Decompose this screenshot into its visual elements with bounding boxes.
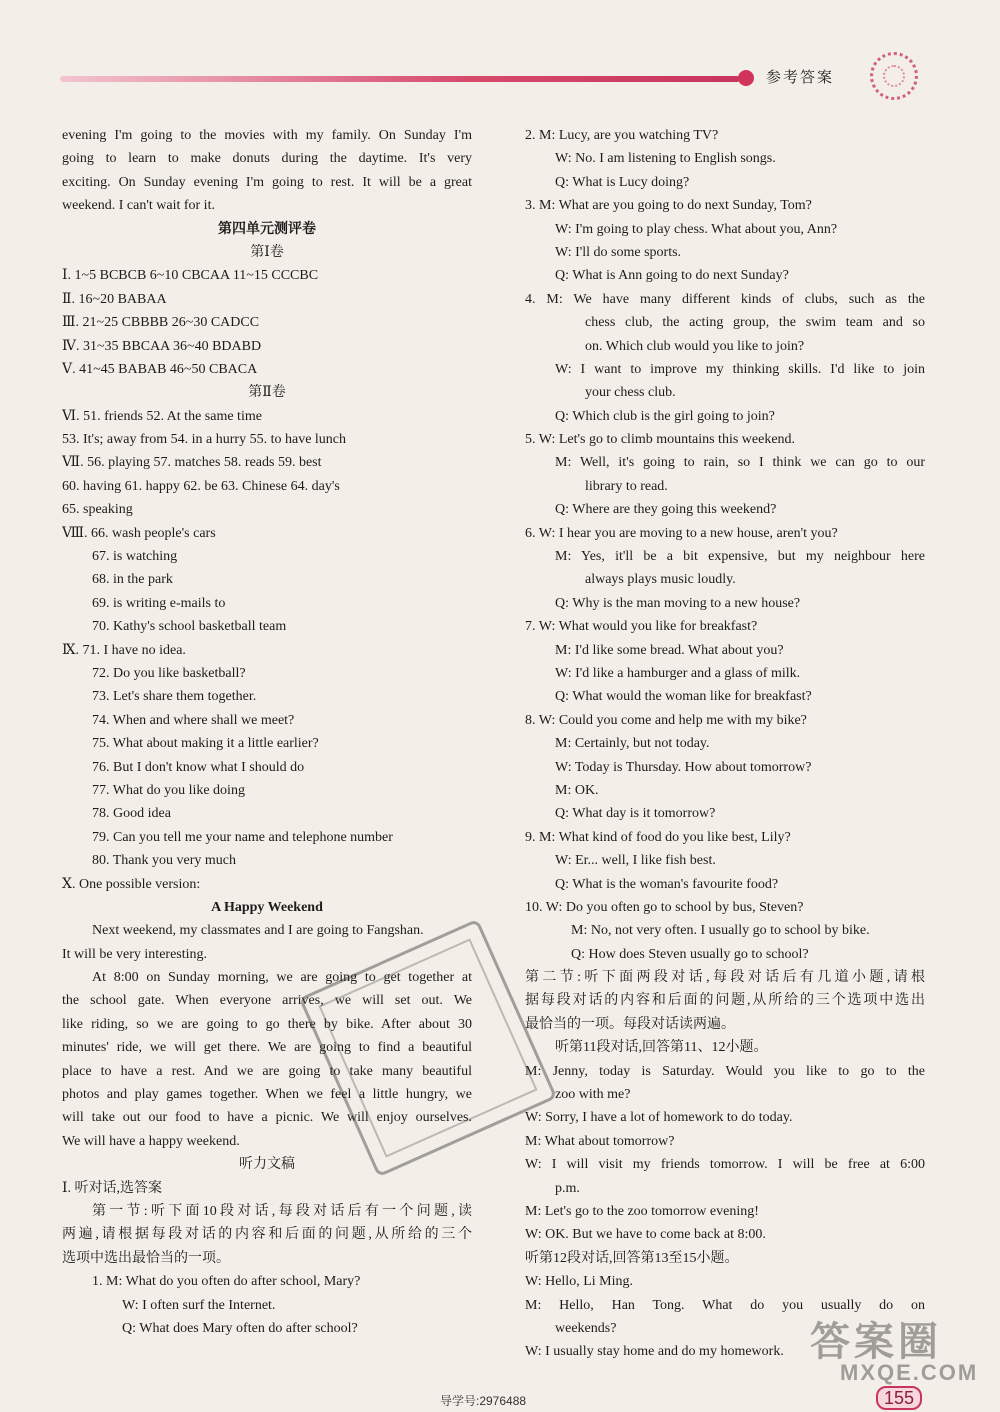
text-line: will take out our food to have a picnic. We will enjoy ourselves.: [62, 1110, 472, 1126]
text-line: like riding, so we are going to go there by bike. After about 30: [62, 1016, 472, 1032]
text-line: going to learn to make donuts during the daytime. It's very: [62, 151, 472, 167]
text-line: M: Certainly, but not today.: [555, 736, 710, 752]
text-line: weekend. I can't wait for it.: [62, 198, 215, 214]
text-line: 选项中选出最恰当的一项。: [62, 1250, 230, 1266]
text-line: A Happy Weekend: [211, 899, 323, 915]
text-line: Q: What does Mary often do after school?: [122, 1320, 358, 1336]
text-line: Ⅰ. 1~5 BCBCB 6~10 CBCAA 11~15 CCCBC: [62, 268, 319, 284]
text-line: M: Yes, it'll be a bit expensive, but my neighbour here: [555, 549, 925, 565]
text-line: W: I'd like a hamburger and a glass of milk.: [555, 665, 801, 681]
text-line: At 8:00 on Sunday morning, we are going to get together at: [92, 970, 472, 986]
text-line: 第Ⅱ卷: [248, 385, 286, 401]
text-line: the school gate. When everyone arrives, we will set out. We: [62, 993, 472, 1009]
text-line: minutes' ride, we will get there. We are going to find a beautiful: [62, 1040, 472, 1056]
text-line: W: OK. But we have to come back at 8:00.: [525, 1227, 766, 1243]
text-line: Ⅶ. 56. playing 57. matches 58. reads 59. best: [62, 455, 322, 471]
text-line: Q: Where are they going this weekend?: [555, 502, 777, 518]
text-line: Q: Which club is the girl going to join?: [555, 408, 775, 424]
text-line: 2. M: Lucy, are you watching TV?: [525, 128, 719, 143]
text-line: Ⅹ. One possible version:: [62, 876, 201, 892]
text-line: 听第12段对话,回答第13至15小题。: [525, 1250, 739, 1266]
header-decoration-icon: [870, 52, 918, 100]
text-line: We will have a happy weekend.: [62, 1133, 240, 1149]
text-line: 两遍,请根据每段对话的内容和后面的问题,从所给的三个: [62, 1227, 472, 1243]
text-line: W: I want to improve my thinking skills. I'd like to join: [555, 361, 925, 377]
text-line: M: What about tomorrow?: [525, 1133, 675, 1149]
header-title: 参考答案: [766, 70, 835, 86]
text-line: 5. W: Let's go to climb mountains this weekend.: [525, 432, 796, 448]
text-line: 73. Let's share them together.: [92, 689, 257, 705]
text-line: W: Today is Thursday. How about tomorrow?: [555, 759, 812, 775]
text-line: W: I often surf the Internet.: [122, 1297, 276, 1313]
text-line: 60. having 61. happy 62. be 63. Chinese 64. day's: [62, 478, 340, 494]
text-line: Q: What is the woman's favourite food?: [555, 876, 779, 892]
text-line: photos and play games together. When we feel a little hungry, we: [62, 1087, 472, 1103]
text-line: Ⅳ. 31~35 BBCAA 36~40 BDABD: [62, 338, 262, 354]
text-line: W: I'm going to play chess. What about you, Ann?: [555, 221, 838, 237]
watermark-url: MXQE.COM: [840, 1360, 979, 1385]
text-line: p.m.: [555, 1180, 580, 1196]
text-line: 68. in the park: [92, 572, 173, 588]
text-line: Ⅷ. 66. wash people's cars: [62, 525, 216, 541]
text-line: M: No, not very often. I usually go to school by bike.: [571, 923, 870, 939]
text-line: 9. M: What kind of food do you like best, Lily?: [525, 829, 791, 845]
text-line: 第四单元测评卷: [218, 221, 316, 237]
text-line: 第二节:听下面两段对话,每段对话后有几道小题,请根: [525, 970, 925, 986]
watermark-text: 答案圈: [810, 1320, 942, 1364]
text-line: M: I'd like some bread. What about you?: [555, 642, 784, 658]
text-line: 3. M: What are you going to do next Sunday, Tom?: [525, 198, 812, 214]
text-line: 65. speaking: [62, 502, 133, 518]
text-line: 67. is watching: [92, 549, 178, 565]
text-line: W: Er... well, I like fish best.: [555, 853, 716, 869]
text-line: 76. But I don't know what I should do: [92, 759, 305, 775]
text-line: Q: Why is the man moving to a new house?: [555, 595, 801, 611]
text-line: W: Sorry, I have a lot of homework to do today.: [525, 1110, 793, 1126]
text-line: M: OK.: [555, 782, 599, 798]
text-line: Q: What would the woman like for breakfast?: [555, 689, 812, 705]
text-line: chess club, the acting group, the swim team and so: [585, 315, 925, 331]
text-line: Next weekend, my classmates and I are going to Fangshan.: [92, 923, 424, 939]
text-line: 1. M: What do you often do after school, Mary?: [92, 1274, 361, 1290]
text-line: place to have a rest. And we are going to take many beautiful: [62, 1063, 472, 1079]
text-line: 6. W: I hear you are moving to a new house, aren't you?: [525, 525, 838, 541]
text-line: W: No. I am listening to English songs.: [555, 151, 776, 167]
text-line: on. Which club would you like to join?: [585, 338, 805, 354]
text-line: always plays music loudly.: [585, 572, 736, 588]
text-line: weekends?: [555, 1320, 617, 1336]
text-line: M: Well, it's going to rain, so I think we can go to our: [555, 455, 925, 471]
text-line: 听力文稿: [239, 1157, 295, 1173]
page-header: [60, 60, 940, 100]
text-line: 听第11段对话,回答第11、12小题。: [555, 1040, 768, 1056]
text-line: 据每段对话的内容和后面的问题,从所给的三个选项中选出: [525, 993, 925, 1009]
text-line: Ⅵ. 51. friends 52. At the same time: [62, 408, 262, 424]
text-line: 78. Good idea: [92, 806, 171, 822]
text-line: exciting. On Sunday evening I'm going to rest. It will be a great: [62, 174, 472, 190]
text-line: 53. It's; away from 54. in a hurry 55. to have lunch: [62, 432, 347, 448]
text-line: 72. Do you like basketball?: [92, 665, 246, 681]
text-line: 75. What about making it a little earlier?: [92, 736, 319, 752]
text-line: zoo with me?: [555, 1087, 631, 1103]
text-line: W: I'll do some sports.: [555, 244, 682, 260]
text-line: evening I'm going to the movies with my family. On Sunday I'm: [62, 128, 472, 143]
text-line: Ⅴ. 41~45 BABAB 46~50 CBACA: [62, 361, 258, 377]
text-line: Ⅲ. 21~25 CBBBB 26~30 CADCC: [62, 315, 260, 331]
text-line: 第一节:听下面10段对话,每段对话后有一个问题,读: [92, 1203, 472, 1219]
text-line: 4. M: We have many different kinds of clubs, such as the: [525, 291, 925, 307]
text-line: 74. When and where shall we meet?: [92, 712, 295, 728]
text-line: M: Jenny, today is Saturday. Would you like to go to the: [525, 1063, 925, 1079]
text-line: Ⅰ. 听对话,选答案: [62, 1180, 163, 1196]
text-line: Ⅱ. 16~20 BABAA: [62, 291, 167, 307]
left-column: [62, 124, 472, 1340]
header-rule: [60, 76, 740, 82]
text-line: Q: What is Ann going to do next Sunday?: [555, 268, 789, 284]
text-line: your chess club.: [585, 385, 676, 401]
text-line: 第Ⅰ卷: [250, 244, 284, 260]
text-line: library to read.: [585, 478, 668, 494]
text-line: M: Let's go to the zoo tomorrow evening!: [525, 1203, 759, 1219]
text-line: 7. W: What would you like for breakfast?: [525, 619, 758, 635]
text-line: 10. W: Do you often go to school by bus, Steven?: [525, 899, 804, 915]
text-line: 最恰当的一项。每段对话读两遍。: [525, 1016, 735, 1032]
text-line: 8. W: Could you come and help me with my bike?: [525, 712, 807, 728]
text-line: 69. is writing e-mails to: [92, 595, 226, 611]
text-line: 80. Thank you very much: [92, 853, 236, 869]
text-line: Q: What is Lucy doing?: [555, 174, 690, 190]
text-line: W: Hello, Li Ming.: [525, 1274, 633, 1290]
text-line: 70. Kathy's school basketball team: [92, 619, 287, 635]
text-line: Ⅸ. 71. I have no idea.: [62, 642, 186, 658]
watermark-logo: [800, 1310, 990, 1390]
text-line: W: I usually stay home and do my homework.: [525, 1344, 784, 1360]
page-number: 155: [876, 1386, 922, 1410]
text-line: M: Hello, Han Tong. What do you usually do on: [525, 1297, 925, 1313]
text-line: Q: How does Steven usually go to school?: [571, 946, 809, 962]
text-line: Q: What day is it tomorrow?: [555, 806, 716, 822]
text-line: W: I will visit my friends tomorrow. I will be free at 6:00: [525, 1157, 925, 1173]
header-dot: [738, 70, 754, 86]
right-column: [525, 124, 925, 1364]
footer-code: 导学号:2976488: [440, 1394, 527, 1408]
text-line: 77. What do you like doing: [92, 782, 245, 798]
text-line: 79. Can you tell me your name and telephone number: [92, 829, 393, 845]
text-line: It will be very interesting.: [62, 946, 208, 962]
